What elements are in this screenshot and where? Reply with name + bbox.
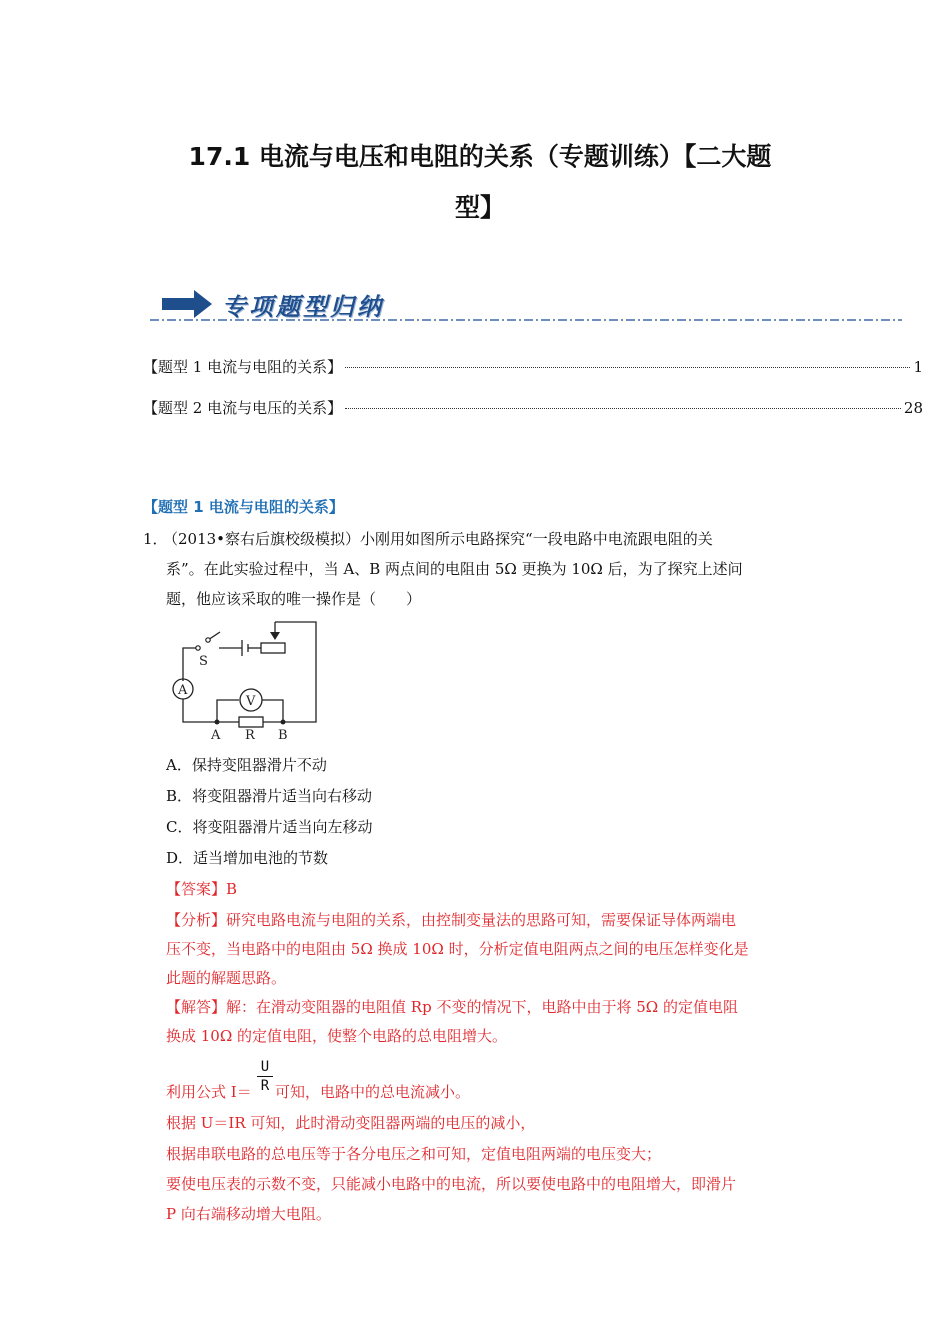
question-text-line-2: 系”。在此实验过程中，当 A、B 两点间的电阻由 5Ω 更换为 10Ω 后，为了探究上述问: [166, 560, 743, 578]
formula-suffix: 可知，电路中的总电流减小。: [275, 1083, 471, 1101]
document-title-line-2: 型】: [454, 193, 505, 222]
question-number: 1．: [143, 530, 168, 548]
formula-prefix: 利用公式 I＝: [166, 1083, 252, 1101]
resistor-body: [239, 717, 263, 727]
solution-line-7: P 向右端移动增大电阻。: [166, 1205, 331, 1223]
answer-value: B: [226, 880, 238, 898]
voltmeter-label: V: [246, 694, 256, 709]
question-text-line-1: （2013•察右后旗校级模拟）小刚用如图所示电路探究“一段电路中电流跟电阻的关: [163, 530, 713, 548]
toc-entry-label: 【题型 2 电流与电压的关系】: [143, 399, 343, 417]
switch-label: S: [199, 654, 208, 669]
circuit-diagram: [165, 618, 325, 742]
solution-text-1: 解：在滑动变阻器的电阻值 Rp 不变的情况下，电路中由于将 5Ω 的定值电阻: [226, 998, 738, 1016]
solution-line-5: 根据串联电路的总电压等于各分电压之和可知，定值电阻两端的电压变大；: [166, 1145, 662, 1163]
toc-entry-label: 【题型 1 电流与电阻的关系】: [143, 358, 343, 376]
point-a-label: A: [211, 728, 221, 742]
formula-denominator: R: [260, 1078, 270, 1094]
toc-entry-page: 28: [903, 399, 923, 417]
banner-title: 专项题型归纳: [222, 293, 384, 321]
arrow-right-icon: [162, 290, 212, 318]
solution-line-6: 要使电压表的示数不变，只能减小电路中的电流，所以要使电路中的电阻增大，即滑片: [166, 1175, 737, 1193]
analysis-label: 【分析】: [166, 911, 227, 929]
slider-arrow-icon: [270, 632, 280, 640]
option-d[interactable]: D．适当增加电池的节数: [166, 849, 329, 867]
answer-line: [166, 878, 237, 900]
resistor-label: R: [245, 728, 255, 742]
toc-entry-page: 1: [913, 358, 923, 376]
question-text-line-3: 题，他应该采取的唯一操作是（ ）: [166, 590, 422, 608]
analysis-line-1: [166, 909, 736, 931]
answer-label: 【答案】: [166, 880, 227, 898]
toc-entry[interactable]: [143, 356, 923, 378]
option-c[interactable]: C．将变阻器滑片适当向左移动: [166, 818, 373, 836]
option-b[interactable]: B．将变阻器滑片适当向右移动: [166, 787, 373, 805]
option-a[interactable]: A．保持变阻器滑片不动: [166, 756, 327, 774]
analysis-line-3: 此题的解题思路。: [166, 969, 287, 987]
analysis-line-2: 压不变，当电路中的电阻由 5Ω 换成 10Ω 时，分析定值电阻两点之间的电压怎样变化是: [166, 940, 749, 958]
solution-line-4: 根据 U＝IR 可知，此时滑动变阻器两端的电压的减小，: [166, 1114, 536, 1132]
analysis-text-1: 研究电路电流与电阻的关系，由控制变量法的思路可知，需要保证导体两端电: [226, 911, 737, 929]
ammeter-label: A: [178, 683, 188, 698]
formula-numerator: U: [257, 1058, 273, 1077]
document-title-line-1: 17.1 电流与电压和电阻的关系（专题训练）【二大题: [188, 142, 772, 171]
solution-line-2: 换成 10Ω 的定值电阻，使整个电路的总电阻增大。: [166, 1027, 508, 1045]
toc-entry[interactable]: [143, 397, 923, 419]
toc-leader-dots: [345, 367, 910, 368]
solution-label: 【解答】: [166, 998, 227, 1016]
toc-leader-dots: [345, 408, 901, 409]
section-heading: 【题型 1 电流与电阻的关系】: [143, 498, 344, 516]
formula-fraction: [257, 1058, 273, 1095]
rheostat-body: [261, 643, 285, 653]
point-b-label: B: [278, 728, 288, 742]
solution-line-1: [166, 996, 738, 1018]
